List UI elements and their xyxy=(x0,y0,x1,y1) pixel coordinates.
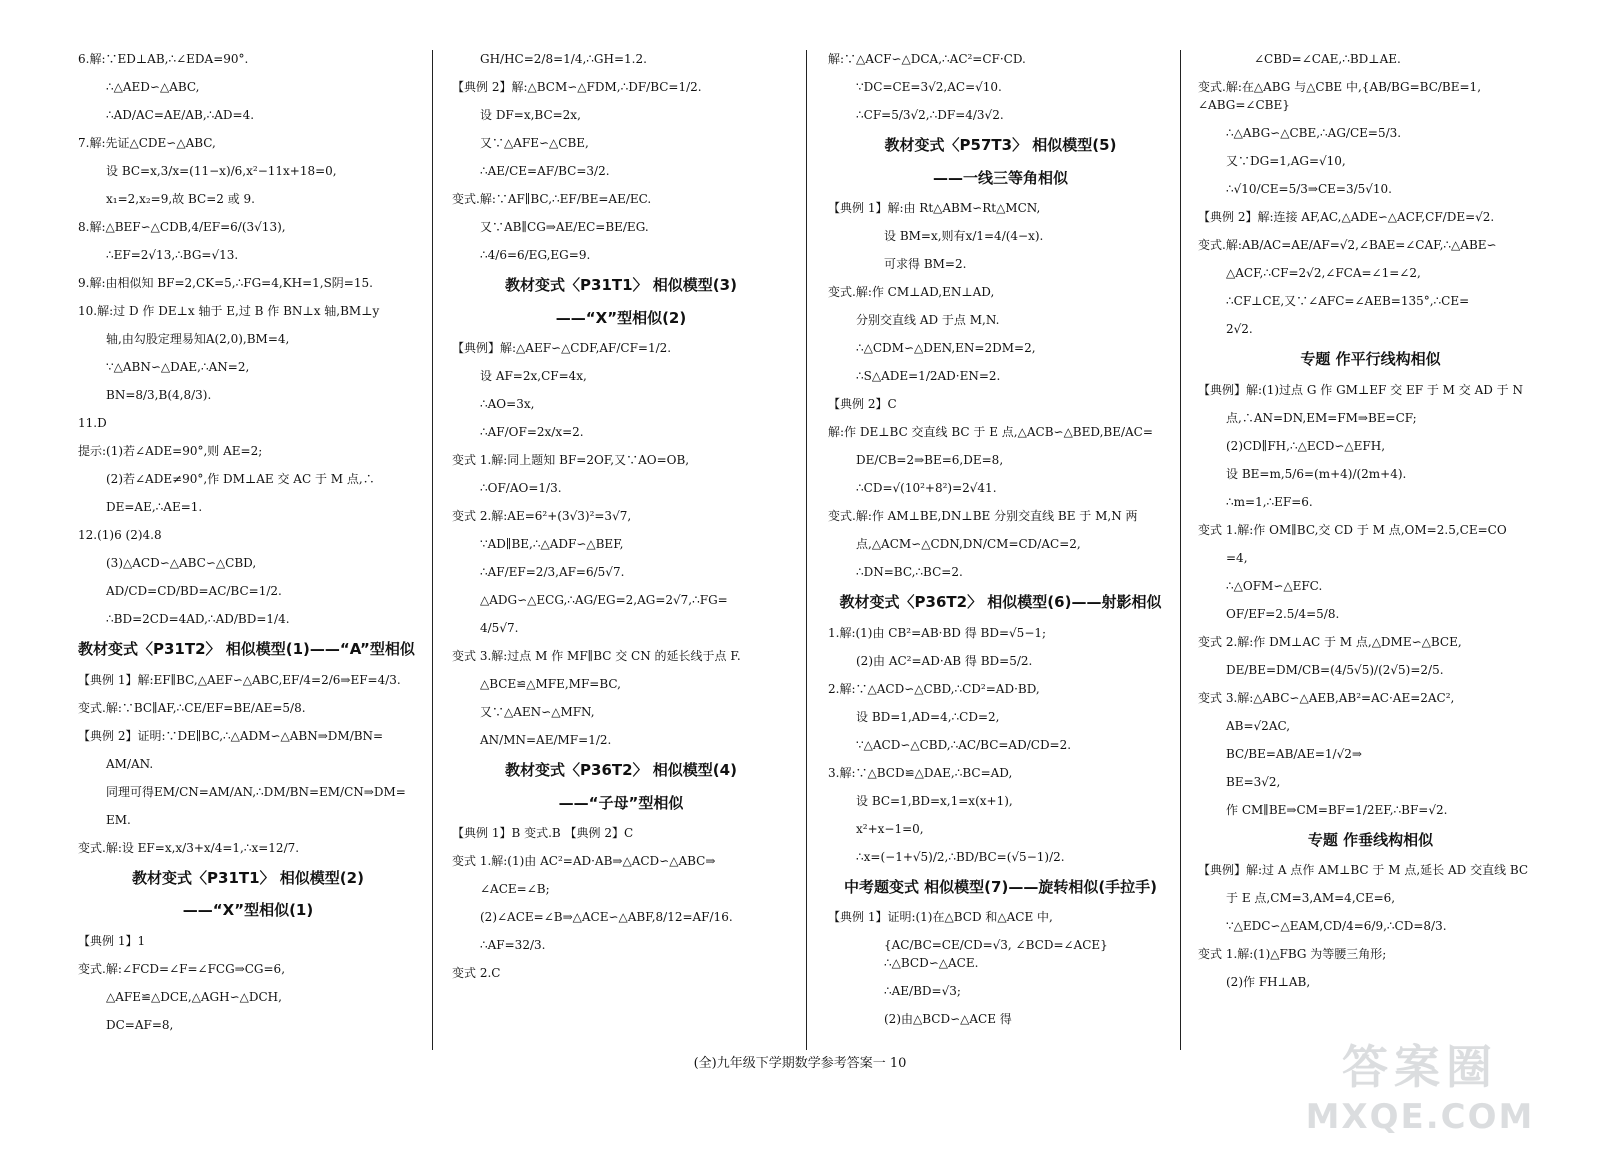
answer-line: 变式.解:设 EF=x,x/3+x/4=1,∴x=12/7. xyxy=(78,840,300,855)
answer-line: 7.解:先证△CDE∽△ABC, xyxy=(78,136,216,150)
answer-line: ∴S△ADE=1/2AD·EN=2. xyxy=(856,369,1001,383)
watermark-top-text: 答案圈 xyxy=(1342,1040,1498,1094)
answer-line: DE/BE=DM/CB=(4/5√5)/(2√5)=2/5. xyxy=(1226,662,1444,677)
answer-line: ∴EF=2√13,∴BG=√13. xyxy=(106,248,239,262)
answer-line: 变式 1.解:(1)△FBG 为等腰三角形; xyxy=(1198,947,1387,961)
answer-line: ∴CD=√(10²+8²)=2√41. xyxy=(856,481,997,495)
answer-line: 【典例】解:△AEF∽△CDF,AF/CF=1/2. xyxy=(452,341,672,355)
section-heading: ——一线三等角相似 xyxy=(932,168,1068,187)
answer-line: GH/HC=2/8=1/4,∴GH=1.2. xyxy=(480,52,647,66)
answer-line: ∴△AED∽△ABC, xyxy=(106,80,200,94)
answer-line: AM/AN. xyxy=(106,756,154,771)
answer-line: 轴,由勾股定理易知A(2,0),BM=4, xyxy=(106,332,290,346)
answer-line: {AC/BC=CE/CD=√3, ∠BCD=∠ACE} ∴△BCD∽△ACE. xyxy=(884,938,1112,970)
answer-line: 提示:(1)若∠ADE=90°,则 AE=2; xyxy=(78,444,263,458)
answer-line: 设 AF=2x,CF=4x, xyxy=(480,369,587,383)
answer-line: 设 BC=1,BD=x,1=x(x+1), xyxy=(856,793,1013,808)
page-footer: (全)九年级下学期数学参考答案一 10 xyxy=(693,1056,907,1071)
answer-line: 变式 2.C xyxy=(452,966,501,980)
answer-line: 【典例 1】解:由 Rt△ABM∽Rt△MCN, xyxy=(828,201,1041,215)
answer-line: 【典例】解:(1)过点 G 作 GM⊥EF 交 EF 于 M 交 AD 于 N xyxy=(1198,382,1523,397)
answer-line: 变式.解:作 CM⊥AD,EN⊥AD, xyxy=(828,285,995,299)
answer-line: BE=3√2, xyxy=(1226,774,1281,789)
answer-line: 4/5√7. xyxy=(480,621,519,635)
section-heading: 教材变式〈P57T3〉 相似模型(5) xyxy=(884,136,1117,154)
answer-line: 变式 3.解:过点 M 作 MF∥BC 交 CN 的延长线于点 F. xyxy=(452,649,741,663)
answer-line: ∴AE/CE=AF/BC=3/2. xyxy=(480,164,610,178)
section-heading: 教材变式〈P31T1〉 相似模型(2) xyxy=(132,868,364,887)
column-divider xyxy=(432,50,433,1050)
section-heading: 教材变式〈P36T2〉 相似模型(4) xyxy=(505,761,737,779)
answer-line: ∠CBD=∠CAE,∴BD⊥AE. xyxy=(1254,52,1401,66)
answer-line: 变式.解:∵BC∥AF,∴CE/EF=BE/AE=5/8. xyxy=(78,700,306,715)
answer-line: 2.解:∵△ACD∽△CBD,∴CD²=AD·BD, xyxy=(828,681,1040,696)
answer-line: ∵△EDC∽△EAM,CD/4=6/9,∴CD=8/3. xyxy=(1226,919,1447,933)
watermark-logo xyxy=(1270,1031,1570,1141)
answer-line: ∴CF⊥CE,又∵∠AFC=∠AEB=135°,∴CE= xyxy=(1226,294,1470,308)
answer-line: x²+x−1=0, xyxy=(856,821,924,836)
column-1 xyxy=(78,50,418,1080)
answer-line: ∵AD∥BE,∴△ADF∽△BEF, xyxy=(480,537,624,551)
column-3 xyxy=(828,50,1173,1080)
section-heading: 教材变式〈P31T2〉 相似模型(1)——“A”型相似 xyxy=(78,640,415,658)
answer-line: DC=AF=8, xyxy=(106,1017,174,1032)
answer-line: (2)CD∥FH,∴△ECD∽△EFH, xyxy=(1226,438,1386,453)
answer-line: ∵DC=CE=3√2,AC=√10. xyxy=(856,80,1002,94)
answer-line: 1.解:(1)由 CB²=AB·BD 得 BD=√5−1; xyxy=(828,625,1047,640)
answer-line: 9.解:由相似知 BF=2,CK=5,∴FG=4,KH=1,S阴=15. xyxy=(78,276,373,290)
answer-line: 解:作 DE⊥BC 交直线 BC 于 E 点,△ACB∽△BED,BE/AC= xyxy=(828,425,1153,439)
answer-line: 12.(1)6 (2)4.8 xyxy=(78,528,162,542)
answer-line: 10.解:过 D 作 DE⊥x 轴于 E,过 B 作 BN⊥x 轴,BM⊥y xyxy=(78,304,380,318)
answer-line: 【典例 1】解:EF∥BC,△AEF∽△ABC,EF/4=2/6⇒EF=4/3. xyxy=(78,672,401,687)
answer-line: ∴OF/AO=1/3. xyxy=(480,481,562,495)
answer-line: 设 DF=x,BC=2x, xyxy=(480,108,581,122)
answer-line: 变式 1.解:同上题知 BF=2OF,又∵AO=OB, xyxy=(452,453,690,467)
answer-line: 11.D xyxy=(78,416,107,430)
answer-line: (2)由△BCD∽△ACE 得 xyxy=(884,1012,1012,1026)
answer-line: 又∵DG=1,AG=√10, xyxy=(1226,154,1346,168)
section-heading: 专题 作平行线构相似 xyxy=(1300,350,1441,368)
answer-line: 又∵△AFE∽△CBE, xyxy=(480,136,589,150)
answer-line: 设 BM=x,则有x/1=4/(4−x). xyxy=(884,229,1044,243)
answer-line: 设 BD=1,AD=4,∴CD=2, xyxy=(856,709,1000,724)
answer-line: ∵△ACD∽△CBD,∴AC/BC=AD/CD=2. xyxy=(856,737,1072,752)
answer-line: ∴BD=2CD=4AD,∴AD/BD=1/4. xyxy=(106,612,290,626)
answer-line: 【典例 2】证明:∵DE∥BC,∴△ADM∽△ABN⇒DM/BN= xyxy=(78,728,384,743)
answer-line: ∴△CDM∽△DEN,EN=2DM=2, xyxy=(856,341,1036,355)
section-heading: 教材变式〈P31T1〉 相似模型(3) xyxy=(505,276,737,294)
answer-line: ∴CF=5/3√2,∴DF=4/3√2. xyxy=(856,108,1004,122)
section-heading: ——“X”型相似(1) xyxy=(182,901,314,919)
answer-line: ∴AF=32/3. xyxy=(480,938,546,952)
answer-line: ∴AD/AC=AE/AB,∴AD=4. xyxy=(106,108,255,122)
answer-line: 变式.解:在△ABG 与△CBE 中,{AB/BG=BC/BE=1, ∠ABG=∠CBE} xyxy=(1198,80,1485,112)
answer-line: ∴△ABG∽△CBE,∴AG/CE=5/3. xyxy=(1226,126,1402,140)
answer-line: ∴AE/BD=√3; xyxy=(884,984,961,998)
answer-line: ∴4/6=6/EG,EG=9. xyxy=(480,248,591,262)
answer-line: 设 BE=m,5/6=(m+4)/(2m+4). xyxy=(1226,466,1407,481)
answer-line: 【典例 1】证明:(1)在△BCD 和△ACE 中, xyxy=(828,910,1053,924)
answer-line: 【典例 2】解:△BCM∽△FDM,∴DF/BC=1/2. xyxy=(452,80,702,94)
answer-line: 变式.解:AB/AC=AE/AF=√2,∠BAE=∠CAF,∴△ABE∽ xyxy=(1198,238,1497,252)
answer-line: 【典例】解:过 A 点作 AM⊥BC 于 M 点,延长 AD 交直线 BC xyxy=(1198,863,1529,877)
answer-line: ∴AO=3x, xyxy=(480,397,535,411)
answer-line: 可求得 BM=2. xyxy=(884,257,967,271)
column-4 xyxy=(1198,50,1543,1080)
section-heading: 专题 作垂线构相似 xyxy=(1307,830,1434,849)
answer-line: (2)若∠ADE≠90°,作 DM⊥AE 交 AC 于 M 点,∴ xyxy=(106,472,375,486)
answer-line: AN/MN=AE/MF=1/2. xyxy=(480,733,612,747)
answer-line: 【典例 1】1 xyxy=(78,933,146,948)
answer-line: 解:∵△ACF∽△DCA,∴AC²=CF·CD. xyxy=(828,52,1026,66)
answer-line: 分别交直线 AD 于点 M,N. xyxy=(856,313,1000,327)
answer-line: 8.解:△BEF∽△CDB,4/EF=6/(3√13), xyxy=(78,220,286,234)
answer-line: 变式 2.解:作 DM⊥AC 于 M 点,△DME∽△BCE, xyxy=(1198,634,1462,649)
answer-line: 【典例 2】C xyxy=(828,397,897,411)
answer-line: ∴DN=BC,∴BC=2. xyxy=(856,565,963,579)
answer-line: 又∵AB∥CG⇒AE/EC=BE/EG. xyxy=(480,220,649,234)
answer-line: ∠ACE=∠B; xyxy=(480,882,550,896)
section-heading: 教材变式〈P36T2〉 相似模型(6)——射影相似 xyxy=(839,593,1162,611)
column-2 xyxy=(452,50,790,1080)
answer-line: 点,△ACM∽△CDN,DN/CM=CD/AC=2, xyxy=(856,537,1081,551)
answer-line: (2)∠ACE=∠B⇒△ACE∽△ABF,8/12=AF/16. xyxy=(480,910,733,924)
answer-line: 又∵△AEN∽△MFN, xyxy=(480,705,595,719)
answer-line: ∵△ABN∽△DAE,∴AN=2, xyxy=(106,360,250,374)
answer-line: △ADG∽△ECG,∴AG/EG=2,AG=2√7,∴FG= xyxy=(480,593,728,607)
answer-line: 点,∴AN=DN,EM=FM⇒BE=CF; xyxy=(1226,410,1417,425)
answer-line: ∴AF/EF=2/3,AF=6/5√7. xyxy=(480,565,625,579)
answer-line: 同理可得EM/CN=AM/AN,∴DM/BN=EM/CN⇒DM= xyxy=(106,784,406,799)
answer-line: ∴AF/OF=2x/x=2. xyxy=(480,425,584,439)
answer-line: ∴m=1,∴EF=6. xyxy=(1226,494,1313,509)
answer-line: 变式 2.解:AE=6²+(3√3)²=3√7, xyxy=(452,509,632,523)
answer-line: △ACF,∴CF=2√2,∠FCA=∠1=∠2, xyxy=(1226,266,1421,280)
answer-line: 变式.解:作 AM⊥BE,DN⊥BE 分别交直线 BE 于 M,N 两 xyxy=(828,509,1138,523)
answer-line: DE=AE,∴AE=1. xyxy=(106,500,203,514)
answer-line: 变式.解:∵AF∥BC,∴EF/BE=AE/EC. xyxy=(452,192,652,206)
answer-line: △AFE≌△DCE,△AGH∽△DCH, xyxy=(106,989,282,1004)
answer-line: 6.解:∵ED⊥AB,∴∠EDA=90°. xyxy=(78,52,249,66)
answer-line: (3)△ACD∽△ABC∽△CBD, xyxy=(106,556,257,570)
answer-line: 3.解:∵△BCD≌△DAE,∴BC=AD, xyxy=(828,765,1013,780)
answer-line: 变式.解:∠FCD=∠F=∠FCG⇒CG=6, xyxy=(78,961,286,976)
answer-line: 变式 1.解:作 OM∥BC,交 CD 于 M 点,OM=2.5,CE=CO xyxy=(1198,522,1507,537)
column-divider xyxy=(1180,50,1181,1050)
answer-line: (2)由 AC²=AD·AB 得 BD=5/2. xyxy=(856,653,1033,668)
answer-line: ∴△OFM∽△EFC. xyxy=(1226,578,1323,593)
answer-line: x₁=2,x₂=9,故 BC=2 或 9. xyxy=(106,192,255,206)
answer-line: =4, xyxy=(1226,550,1248,565)
section-heading: ——“子母”型相似 xyxy=(558,793,684,812)
answer-line: 变式 1.解:(1)由 AC²=AD·AB⇒△ACD∽△ABC⇒ xyxy=(452,854,716,868)
answer-line: (2)作 FH⊥AB, xyxy=(1226,975,1311,989)
answer-line: 【典例 1】B 变式.B 【典例 2】C xyxy=(452,826,634,840)
answer-line: AB=√2AC, xyxy=(1226,718,1291,733)
answer-line: AD/CD=CD/BD=AC/BC=1/2. xyxy=(106,584,282,598)
answer-line: OF/EF=2.5/4=5/8. xyxy=(1226,606,1340,621)
answer-line: DE/CB=2⇒BE=6,DE=8, xyxy=(856,453,1004,467)
watermark-bottom-text: MXQE.COM xyxy=(1305,1097,1535,1137)
answer-line: 于 E 点,CM=3,AM=4,CE=6, xyxy=(1226,891,1396,905)
answer-line: 设 BC=x,3/x=(11−x)/6,x²−11x+18=0, xyxy=(106,164,337,178)
section-heading: 中考题变式 相似模型(7)——旋转相似(手拉手) xyxy=(843,877,1158,896)
answer-line: △BCE≌△MFE,MF=BC, xyxy=(480,677,621,691)
answer-line: BC/BE=AB/AE=1/√2⇒ xyxy=(1226,746,1362,761)
answer-line: 【典例 2】解:连接 AF,AC,△ADE∽△ACF,CF/DE=√2. xyxy=(1198,210,1495,224)
answer-line: 2√2. xyxy=(1226,322,1253,336)
answer-line: BN=8/3,B(4,8/3). xyxy=(106,388,212,402)
answer-line: ∴x=(−1+√5)/2,∴BD/BC=(√5−1)/2. xyxy=(856,849,1065,864)
section-heading: ——“X”型相似(2) xyxy=(555,308,687,327)
column-divider xyxy=(806,50,807,1050)
answer-line: EM. xyxy=(106,812,131,827)
answer-line: 作 CM∥BE⇒CM=BF=1/2EF,∴BF=√2. xyxy=(1226,802,1448,817)
answer-line: ∴√10/CE=5/3⇒CE=3/5√10. xyxy=(1226,182,1392,196)
answer-line: 变式 3.解:△ABC∽△AEB,AB²=AC·AE=2AC², xyxy=(1198,690,1455,705)
